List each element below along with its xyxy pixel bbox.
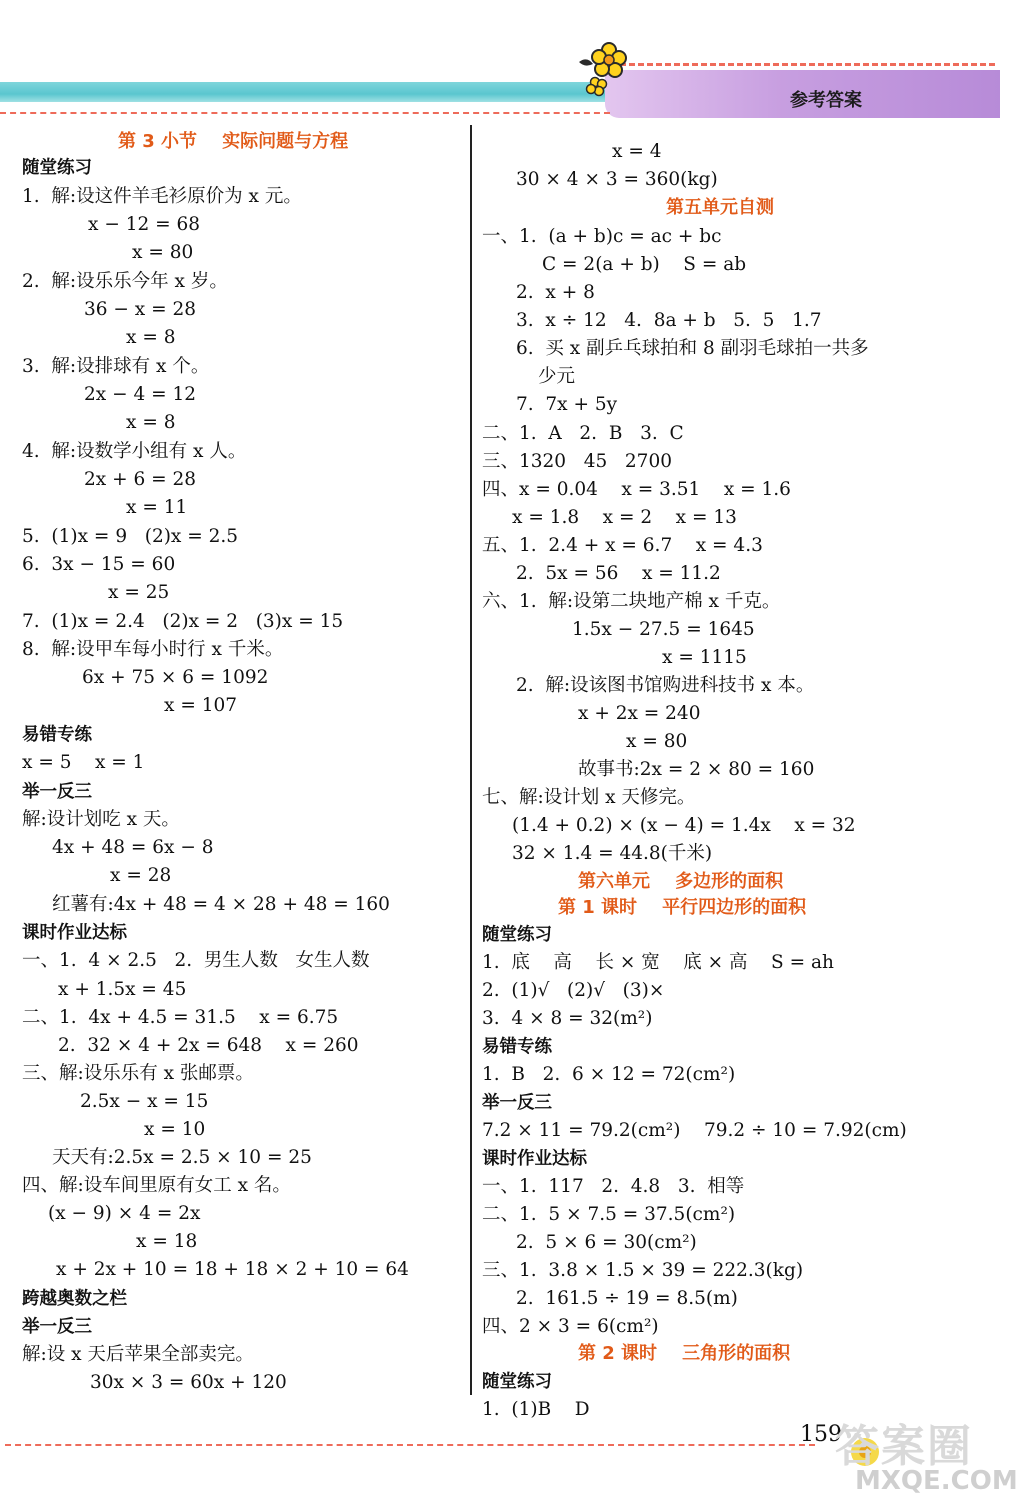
header-title: 参考答案	[790, 90, 862, 111]
left-answer-line: x = 11	[126, 497, 188, 518]
right-answer-line: 2. 161.5 ÷ 19 = 8.5(m)	[516, 1288, 738, 1309]
left-answer-line: 三、解:设乐乐有 x 张邮票。	[22, 1063, 254, 1084]
right-answer-line: 一、1. 117 2. 4.8 3. 相等	[482, 1176, 745, 1197]
right-answer-line: 1.5x − 27.5 = 1645	[572, 619, 755, 640]
left-answer-line: x = 5 x = 1	[22, 752, 145, 773]
left-heading: 易错专练	[22, 725, 92, 745]
right-answer-line: 3. x ÷ 12 4. 8a + b 5. 5 1.7	[516, 310, 822, 331]
left-answer-line: 红薯有:4x + 48 = 4 × 28 + 48 = 160	[52, 894, 390, 915]
right-heading: 课时作业达标	[482, 1149, 587, 1169]
left-answer-line: 3. 解:设排球有 x 个。	[22, 356, 210, 377]
right-answer-line: 三、1320 45 2700	[482, 451, 672, 472]
left-answer-line: x = 8	[126, 327, 176, 348]
right-answer-line: 1. 底 高 长 × 宽 底 × 高 S = ah	[482, 952, 834, 973]
left-answer-line: x = 25	[108, 582, 170, 603]
left-answer-line: 2.5x − x = 15	[80, 1091, 209, 1112]
left-heading: 举一反三	[22, 1317, 92, 1337]
left-answer-line: 6x + 75 × 6 = 1092	[82, 667, 269, 688]
left-answer-line: 天天有:2.5x = 2.5 × 10 = 25	[52, 1147, 312, 1168]
left-answer-line: x = 28	[110, 865, 172, 886]
left-answer-line: x = 10	[144, 1119, 206, 1140]
left-answer-line: 2. 解:设乐乐今年 x 岁。	[22, 271, 228, 292]
column-divider	[470, 125, 472, 1395]
left-answer-line: x = 80	[132, 242, 194, 263]
right-answer-line: 7.2 × 11 = 79.2(cm²) 79.2 ÷ 10 = 7.92(cm)	[482, 1120, 907, 1141]
header-underline	[0, 112, 610, 114]
left-answer-line: x + 2x + 10 = 18 + 18 × 2 + 10 = 64	[56, 1259, 409, 1280]
left-heading: 跨越奥数之栏	[22, 1289, 127, 1309]
right-answer-line: 30 × 4 × 3 = 360(kg)	[516, 169, 718, 190]
left-answer-line: x + 1.5x = 45	[58, 979, 187, 1000]
right-answer-line: x + 2x = 240	[578, 703, 701, 724]
left-section-title: 第 3 小节 实际问题与方程	[118, 131, 349, 152]
right-section-title: 第 1 课时 平行四边形的面积	[558, 897, 807, 918]
right-answer-line: 7. 7x + 5y	[516, 394, 618, 415]
right-section-title: 第五单元自测	[666, 197, 774, 218]
left-answer-line: 7. (1)x = 2.4 (2)x = 2 (3)x = 15	[22, 611, 344, 632]
left-answer-line: 4x + 48 = 6x − 8	[52, 837, 214, 858]
left-answer-line: 二、1. 4x + 4.5 = 31.5 x = 6.75	[22, 1007, 339, 1028]
right-answer-line: 四、2 × 3 = 6(cm²)	[482, 1316, 659, 1337]
left-answer-line: 四、解:设车间里原有女工 x 名。	[22, 1175, 291, 1196]
right-answer-line: x = 4	[612, 141, 662, 162]
watermark-top: 答案圈	[835, 1421, 973, 1472]
left-answer-line: x = 107	[164, 695, 238, 716]
right-section-title: 第六单元 多边形的面积	[578, 871, 784, 892]
left-answer-line: 36 − x = 28	[84, 299, 197, 320]
right-answer-line: 一、1. (a + b)c = ac + bc	[482, 226, 722, 247]
right-answer-line: x = 1115	[662, 647, 747, 668]
left-answer-line: 一、1. 4 × 2.5 2. 男生人数 女生人数	[22, 950, 370, 971]
left-answer-line: 6. 3x − 15 = 60	[22, 554, 176, 575]
left-answer-line: 30x × 3 = 60x + 120	[90, 1372, 287, 1393]
left-answer-line: (x − 9) × 4 = 2x	[48, 1203, 201, 1224]
left-answer-line: 解:设计划吃 x 天。	[22, 809, 180, 830]
right-answer-line: 五、1. 2.4 + x = 6.7 x = 4.3	[482, 535, 763, 556]
flower-icon	[575, 38, 635, 98]
right-heading: 易错专练	[482, 1037, 552, 1057]
left-answer-line: x = 8	[126, 412, 176, 433]
left-answer-line: 2x − 4 = 12	[84, 384, 197, 405]
right-heading: 随堂练习	[482, 1372, 552, 1392]
right-heading: 举一反三	[482, 1093, 552, 1113]
right-answer-line: 6. 买 x 副乒乓球拍和 8 副羽毛球拍一共多	[516, 338, 869, 359]
right-answer-line: 2. 5x = 56 x = 11.2	[516, 563, 721, 584]
right-answer-line: x = 1.8 x = 2 x = 13	[512, 507, 737, 528]
watermark-bottom: MXQE.COM	[855, 1466, 1018, 1496]
right-answer-line: 2. (1)√ (2)√ (3)×	[482, 980, 665, 1001]
right-answer-line: 1. B 2. 6 × 12 = 72(cm²)	[482, 1064, 736, 1085]
right-answer-line: 故事书:2x = 2 × 80 = 160	[578, 759, 815, 780]
header-band	[0, 82, 610, 102]
right-answer-line: C = 2(a + b) S = ab	[542, 254, 747, 275]
left-heading: 举一反三	[22, 782, 92, 802]
right-section-title: 第 2 课时 三角形的面积	[578, 1343, 791, 1364]
right-answer-line: 2. x + 8	[516, 282, 595, 303]
right-answer-line: 三、1. 3.8 × 1.5 × 39 = 222.3(kg)	[482, 1260, 804, 1281]
left-answer-line: x − 12 = 68	[88, 214, 201, 235]
right-answer-line: 六、1. 解:设第二块地产棉 x 千克。	[482, 591, 781, 612]
left-answer-line: 2x + 6 = 28	[84, 469, 197, 490]
left-answer-line: 1. 解:设这件羊毛衫原价为 x 元。	[22, 186, 302, 207]
footer-dashed-line	[5, 1444, 815, 1446]
right-answer-line: 二、1. 5 × 7.5 = 37.5(cm²)	[482, 1204, 736, 1225]
left-answer-line: 5. (1)x = 9 (2)x = 2.5	[22, 526, 239, 547]
right-answer-line: x = 80	[626, 731, 688, 752]
right-answer-line: 3. 4 × 8 = 32(m²)	[482, 1008, 653, 1029]
right-answer-line: 四、x = 0.04 x = 3.51 x = 1.6	[482, 479, 791, 500]
left-heading: 课时作业达标	[22, 923, 127, 943]
left-answer-line: 8. 解:设甲车每小时行 x 千米。	[22, 639, 284, 660]
right-answer-line: 1. (1)B D	[482, 1399, 590, 1420]
right-answer-line: 32 × 1.4 = 44.8(千米)	[512, 843, 713, 864]
right-answer-line: (1.4 + 0.2) × (x − 4) = 1.4x x = 32	[512, 815, 856, 836]
page-number: 159	[800, 1422, 842, 1447]
left-answer-line: x = 18	[136, 1231, 198, 1252]
right-answer-line: 少元	[538, 366, 576, 387]
left-answer-line: 解:设 x 天后苹果全部卖完。	[22, 1344, 254, 1365]
right-answer-line: 七、解:设计划 x 天修完。	[482, 787, 696, 808]
right-answer-line: 2. 5 × 6 = 30(cm²)	[516, 1232, 697, 1253]
right-heading: 随堂练习	[482, 925, 552, 945]
left-answer-line: 2. 32 × 4 + 2x = 648 x = 260	[58, 1035, 359, 1056]
header-dashed-line	[620, 63, 995, 66]
left-heading: 随堂练习	[22, 158, 92, 178]
right-answer-line: 二、1. A 2. B 3. C	[482, 423, 684, 444]
left-answer-line: 4. 解:设数学小组有 x 人。	[22, 441, 247, 462]
right-answer-line: 2. 解:设该图书馆购进科技书 x 本。	[516, 675, 815, 696]
